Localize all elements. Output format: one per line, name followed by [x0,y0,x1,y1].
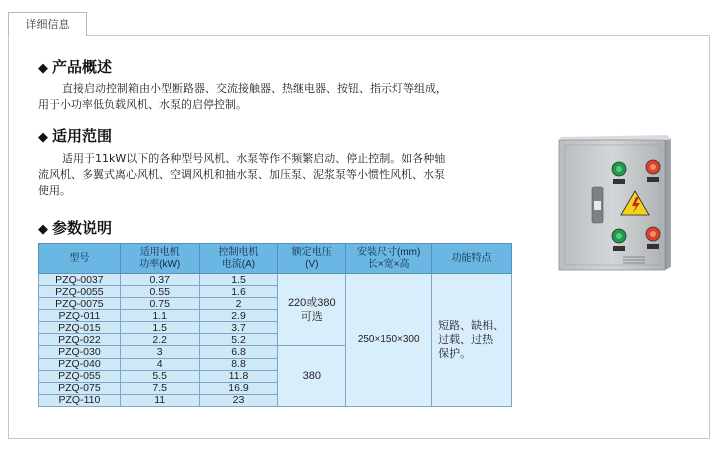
diamond-bullet-icon: ◆ [38,130,48,145]
scope-line-1: 适用于11kW以下的各种型号风机、水泵等作不频繁启动、停止控制。如各种轴 [62,152,446,165]
voltage-group-text: 220或380 可选 [287,296,336,323]
cell-model: PZQ-0037 [39,274,121,286]
diamond-bullet-icon: ◆ [38,61,48,76]
cell-feature [432,274,512,407]
cell-power: 0.37 [120,274,199,286]
cell-power: 5.5 [120,370,199,382]
scope-title [38,125,112,146]
tab-details[interactable]: 详细信息 [8,12,87,36]
scope-line-3: 使用。 [38,184,71,197]
cell-current: 11.8 [199,370,278,382]
header-model: 型号 [39,244,121,274]
parameter-table-body [39,274,512,407]
control-cabinet-image [553,135,675,275]
cell-install-size: 250×150×300 [346,274,432,407]
params-title-text: 参数说明 [52,219,113,237]
cell-current: 3.7 [199,322,278,334]
params-title [38,217,112,238]
cell-model: PZQ-030 [39,346,121,358]
cell-model: PZQ-075 [39,382,121,394]
diamond-bullet-icon: ◆ [38,222,48,237]
table-row [39,274,512,286]
cell-power: 4 [120,358,199,370]
cell-power: 3 [120,346,199,358]
cell-current: 2.9 [199,310,278,322]
cell-model: PZQ-055 [39,370,121,382]
cell-current: 16.9 [199,382,278,394]
cell-model: PZQ-022 [39,334,121,346]
cell-current: 1.5 [199,274,278,286]
cell-power: 0.55 [120,286,199,298]
cell-power: 7.5 [120,382,199,394]
cell-model: PZQ-0075 [39,298,121,310]
header-power: 适用电机 功率(kW) [120,244,199,274]
cell-model: PZQ-011 [39,310,121,322]
cell-current: 1.6 [199,286,278,298]
voltage-group-text: 380 [302,370,321,383]
parameter-table [38,243,512,407]
cell-power: 2.2 [120,334,199,346]
cell-power: 1.1 [120,310,199,322]
cell-current: 8.8 [199,358,278,370]
cell-voltage-group [278,346,346,407]
cell-current: 2 [199,298,278,310]
scope-title-text: 适用范围 [52,127,113,145]
cell-power: 11 [120,394,199,406]
cell-model: PZQ-0055 [39,286,121,298]
cell-current: 5.2 [199,334,278,346]
header-current: 控制电机 电流(A) [199,244,278,274]
overview-line-2: 用于小功率低负载风机、水泵的启停控制。 [38,98,247,111]
scope-line-2: 流风机、多翼式离心风机、空调风机和抽水泵、加压泵、泥浆泵等小惯性风机、水泵 [38,168,445,181]
cell-power: 1.5 [120,322,199,334]
header-feature: 功能特点 [432,244,512,274]
cell-voltage-group [278,274,346,346]
cell-model: PZQ-040 [39,358,121,370]
header-size: 安装尺寸(mm) 长×宽×高 [346,244,432,274]
cell-current: 23 [199,394,278,406]
header-voltage: 额定电压 (V) [278,244,346,274]
overview-title [38,56,112,77]
cell-model: PZQ-015 [39,322,121,334]
cell-power: 0.75 [120,298,199,310]
cell-current: 6.8 [199,346,278,358]
feature-text: 短路、缺相、 过载、过热 保护。 [438,320,505,360]
overview-title-text: 产品概述 [52,58,113,76]
cell-model: PZQ-110 [39,394,121,406]
overview-line-1: 直接启动控制箱由小型断路器、交流接触器、热继电器、按钮、指示灯等组成， [62,82,447,95]
